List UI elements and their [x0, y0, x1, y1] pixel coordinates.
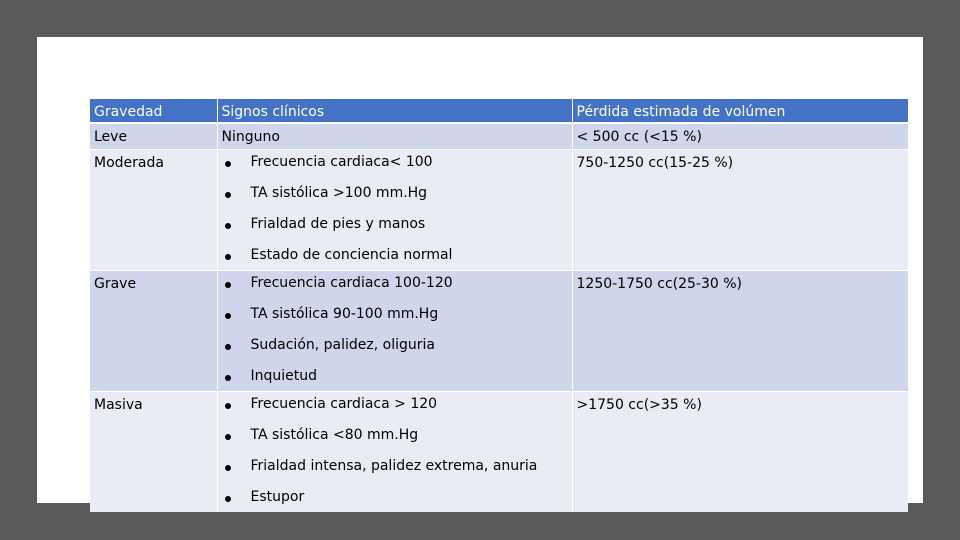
list-item: Sudación, palidez, oliguria	[218, 333, 572, 364]
signs-cell: Ninguno	[217, 123, 572, 149]
signs-cell	[217, 149, 572, 270]
bullet-icon	[225, 192, 231, 198]
list-item: Frecuencia cardiaca 100-120	[218, 271, 572, 302]
bullet-icon	[225, 344, 231, 350]
table-row	[90, 270, 908, 391]
volume-loss-cell: < 500 cc (<15 %)	[572, 123, 908, 149]
bullet-icon	[225, 282, 231, 288]
volume-loss-cell: >1750 cc(>35 %)	[572, 391, 908, 512]
list-item: Frecuencia cardiaca< 100	[218, 150, 572, 181]
table-row	[90, 123, 908, 149]
table-header-row	[90, 99, 908, 123]
volume-loss-cell: 1250-1750 cc(25-30 %)	[572, 270, 908, 391]
list-item: Frialdad intensa, palidez extrema, anuria	[218, 454, 572, 485]
severity-cell: Masiva	[90, 391, 217, 512]
list-item: Estupor	[218, 485, 572, 512]
table-row	[90, 391, 908, 512]
list-item: Inquietud	[218, 364, 572, 391]
signs-cell	[217, 270, 572, 391]
list-item: TA sistólica >100 mm.Hg	[218, 181, 572, 212]
bullet-icon	[225, 313, 231, 319]
hemorrhage-severity-table	[90, 99, 908, 512]
bullet-icon	[225, 254, 231, 260]
signs-list	[218, 271, 572, 391]
bullet-icon	[225, 496, 231, 502]
bullet-icon	[225, 375, 231, 381]
severity-cell: Leve	[90, 123, 217, 149]
header-perdida-volumen: Pérdida estimada de volúmen	[572, 99, 908, 123]
bullet-icon	[225, 403, 231, 409]
header-signos-clinicos: Signos clínicos	[217, 99, 572, 123]
signs-cell	[217, 391, 572, 512]
table-row	[90, 149, 908, 270]
list-item: TA sistólica 90-100 mm.Hg	[218, 302, 572, 333]
severity-cell: Grave	[90, 270, 217, 391]
bullet-icon	[225, 223, 231, 229]
severity-cell: Moderada	[90, 149, 217, 270]
list-item: Frecuencia cardiaca > 120	[218, 392, 572, 423]
volume-loss-cell: 750-1250 cc(15-25 %)	[572, 149, 908, 270]
header-gravedad: Gravedad	[90, 99, 217, 123]
bullet-icon	[225, 434, 231, 440]
slide	[37, 37, 923, 503]
list-item: Frialdad de pies y manos	[218, 212, 572, 243]
bullet-icon	[225, 465, 231, 471]
signs-list	[218, 392, 572, 512]
bullet-icon	[225, 161, 231, 167]
list-item: TA sistólica <80 mm.Hg	[218, 423, 572, 454]
list-item: Estado de conciencia normal	[218, 243, 572, 270]
signs-list	[218, 150, 572, 270]
